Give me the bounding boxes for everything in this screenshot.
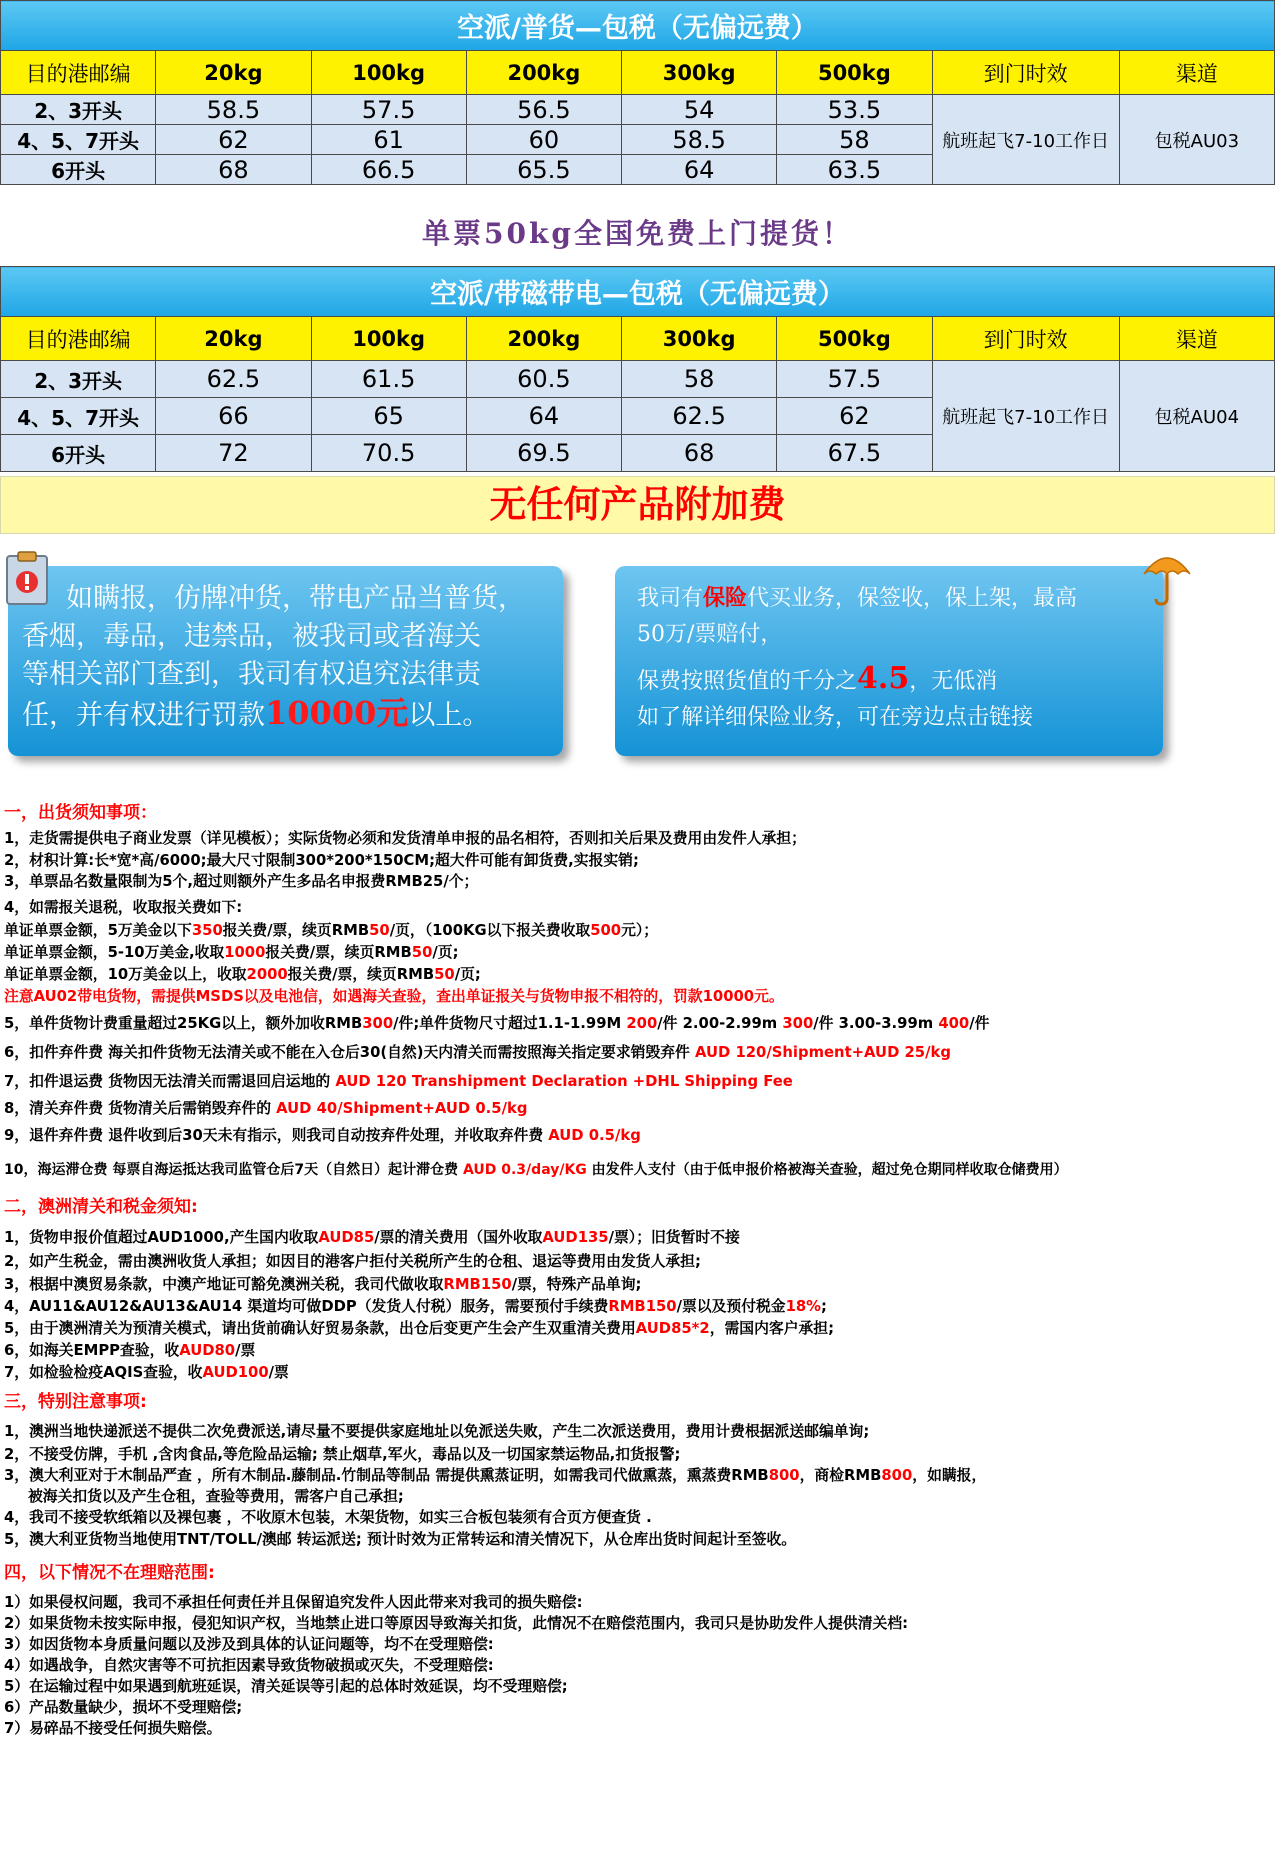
note-line: 1）如果侵权问题，我司不承担任何责任并且保留追究发件人因此带来对我司的损失赔偿: xyxy=(4,1594,583,1611)
price-cell: 58 xyxy=(622,361,777,398)
note-line: 5，单件货物计费重量超过25KG以上，额外加收RMB300/件;单件货物尺寸超过1.1-1.99M 200/件 2.00-2.99m 300/件 3.00-3.99m 400/件 xyxy=(4,1015,990,1032)
header-cell: 100kg xyxy=(311,51,466,95)
price-cell: 64 xyxy=(466,398,621,435)
channel-cell: 包税AU03 xyxy=(1119,95,1274,185)
channel-cell: 包税AU04 xyxy=(1119,361,1274,472)
row-label: 6开头 xyxy=(1,155,156,185)
note-line: 8，清关弃件费 货物清关后需销毁弃件的 AUD 40/Shipment+AUD 0.5/kg xyxy=(4,1100,528,1117)
table-row xyxy=(1,361,1275,398)
price-cell: 54 xyxy=(622,95,777,125)
price-cell: 65 xyxy=(311,398,466,435)
price-cell: 60 xyxy=(466,125,621,155)
transit-cell: 航班起飞7-10工作日 xyxy=(932,95,1119,185)
section-title: 一，出货须知事项： xyxy=(4,803,157,823)
notes-section xyxy=(4,798,1270,1739)
fine-amount: 10000元 xyxy=(265,694,409,732)
header-cell: 目的港邮编 xyxy=(1,317,156,361)
note-line: 5）在运输过程中如果遇到航班延误，清关延误等引起的总体时效延误，均不受理赔偿; xyxy=(4,1678,568,1695)
header-cell: 200kg xyxy=(466,317,621,361)
note-line: 3，根据中澳贸易条款，中澳产地证可豁免澳洲关税，我司代做收取RMB150/票，特殊产品单询; xyxy=(4,1276,642,1293)
insurance-line: 我司有保险代买业务，保签收，保上架，最高 xyxy=(637,585,1078,611)
note-line: 2）如果货物未按实际申报，侵犯知识产权，当地禁止进口等原因导致海关扣货，此情况不在赔偿范围内，我司只是协助发件人提供清关档: xyxy=(4,1615,909,1632)
note-line: 9，退件弃件费 退件收到后30天未有指示，则我司自动按弃件处理，并收取弃件费 AUD 0.5/kg xyxy=(4,1127,641,1144)
note-line: 10，海运滞仓费 每票自海运抵达我司监管仓后7天（自然日）起计滞仓费 AUD 0.3/day/KG 由发件人支付（由于低申报价格被海关查验，超过免仓期同样收取仓储费用） xyxy=(4,1162,1068,1178)
free-pickup-slogan: 单票50kg全国免费上门提货！ xyxy=(422,217,853,250)
insurance-line: 保费按照货值的千分之4.5，无低消 xyxy=(637,661,998,696)
note-line: 6）产品数量缺少，损坏不受理赔偿; xyxy=(4,1699,243,1716)
transit-cell: 航班起飞7-10工作日 xyxy=(932,361,1119,472)
note-line: 7）易碎品不接受任何损失赔偿。 xyxy=(4,1720,222,1737)
note-line: 2，如产生税金，需由澳洲收货人承担；如因目的港客户拒付关税所产生的仓租、退运等费用由发货人承担; xyxy=(4,1253,701,1270)
premium-rate: 4.5 xyxy=(857,661,910,696)
table-title: 空派/普货—包税（无偏远费） xyxy=(1,1,1275,51)
price-cell: 61.5 xyxy=(311,361,466,398)
note-line: 1，走货需提供电子商业发票（详见模板）；实际货物必须和发货清单申报的品名相符，否则扣关后果及费用由发件人承担； xyxy=(4,830,806,847)
table-title: 空派/带磁带电—包税（无偏远费） xyxy=(1,267,1275,317)
section-title: 四，以下情况不在理赔范围: xyxy=(4,1563,215,1583)
note-line: 被海关扣货以及产生仓租，查验等费用，需客户自己承担; xyxy=(28,1488,404,1505)
note-line: 单证单票金额，10万美金以上，收取2000报关费/票，续页RMB50/页; xyxy=(4,966,481,983)
header-cell: 100kg xyxy=(311,317,466,361)
warning-line: 等相关部门查到，我司有权追究法律责 xyxy=(22,659,481,690)
header-cell: 20kg xyxy=(156,51,311,95)
note-line: 4，如需报关退税，收取报关费如下: xyxy=(4,899,243,916)
price-cell: 61 xyxy=(311,125,466,155)
note-line: 4，我司不接受软纸箱以及裸包裹 ，不收原木包装，木架货物，如实三合板包装须有合页方便查货 . xyxy=(4,1509,652,1526)
price-cell: 57.5 xyxy=(777,361,932,398)
price-cell: 72 xyxy=(156,435,311,472)
note-line: 2，材积计算:长*宽*高/6000;最大尺寸限制300*200*150CM;超大件可能有卸货费,实报实销; xyxy=(4,852,639,869)
note-line: 3，单票品名数量限制为5个,超过则额外产生多品名申报费RMB25/个； xyxy=(4,873,479,890)
warning-line: 如瞒报，仿牌冲货，带电产品当普货， xyxy=(66,583,525,614)
insurance-keyword: 保险 xyxy=(703,585,748,611)
insurance-link-line[interactable]: 如了解详细保险业务，可在旁边点击链接 xyxy=(637,705,1034,730)
price-cell: 53.5 xyxy=(777,95,932,125)
note-line: 注意AU02带电货物，需提供MSDS以及电池信，如遇海关查验，查出单证报关与货物申报不相符的，罚款10000元。 xyxy=(4,988,784,1005)
price-cell: 58 xyxy=(777,125,932,155)
header-cell: 300kg xyxy=(622,317,777,361)
price-cell: 58.5 xyxy=(156,95,311,125)
legal-warning-box xyxy=(8,566,563,756)
note-line: 4，AU11&AU12&AU13&AU14 渠道均可做DDP（发货人付税）服务，需要预付手续费RMB150/票以及预付税金18%; xyxy=(4,1298,827,1315)
price-cell: 67.5 xyxy=(777,435,932,472)
note-line: 单证单票金额，5万美金以下350报关费/票，续页RMB50/页，（100KG以下报关费收取500元）； xyxy=(4,922,659,939)
row-label: 4、5、7开头 xyxy=(1,398,156,435)
note-line: 3，澳大利亚对于木制品严查 ，所有木制品.藤制品.竹制品等制品 需提供熏蒸证明，如需我司代做熏蒸，熏蒸费RMB800，商检RMB800，如瞒报， xyxy=(4,1467,987,1484)
insurance-box xyxy=(615,566,1163,756)
warning-line: 任，并有权进行罚款10000元以上。 xyxy=(22,694,490,732)
row-label: 4、5、7开头 xyxy=(1,125,156,155)
row-label: 2、3开头 xyxy=(1,95,156,125)
clipboard-icon xyxy=(4,550,50,606)
header-cell: 500kg xyxy=(777,317,932,361)
price-cell: 57.5 xyxy=(311,95,466,125)
header-cell: 渠道 xyxy=(1119,51,1274,95)
warning-line: 香烟，毒品，违禁品，被我司或者海关 xyxy=(22,621,481,652)
note-line: 4）如遇战争，自然灾害等不可抗拒因素导致货物破损或灭失，不受理赔偿: xyxy=(4,1657,494,1674)
note-line: 7，扣件退运费 货物因无法清关而需退回启运地的 AUD 120 Transhipment Declaration +DHL Shipping Fee xyxy=(4,1073,793,1090)
note-line: 1，澳洲当地快递派送不提供二次免费派送,请尽量不要提供家庭地址以免派送失败，产生二次派送费用，费用计费根据派送邮编单询; xyxy=(4,1423,870,1440)
price-cell: 65.5 xyxy=(466,155,621,185)
price-cell: 62 xyxy=(156,125,311,155)
no-surcharge-banner: 无任何产品附加费 xyxy=(0,476,1275,534)
note-line: 单证单票金额，5-10万美金,收取1000报关费/票，续页RMB50/页; xyxy=(4,944,459,961)
price-cell: 66.5 xyxy=(311,155,466,185)
header-cell: 500kg xyxy=(777,51,932,95)
table-row xyxy=(1,95,1275,125)
header-cell: 目的港邮编 xyxy=(1,51,156,95)
price-cell: 66 xyxy=(156,398,311,435)
note-line: 2，不接受仿牌，手机 ,含肉食品,等危险品运输; 禁止烟草,军火，毒品以及一切国家禁运物品,扣货报警; xyxy=(4,1446,681,1463)
price-cell: 68 xyxy=(622,435,777,472)
price-cell: 69.5 xyxy=(466,435,621,472)
umbrella-icon xyxy=(1140,548,1194,608)
price-cell: 63.5 xyxy=(777,155,932,185)
header-cell: 300kg xyxy=(622,51,777,95)
note-line: 7，如检验检疫AQIS查验，收AUD100/票 xyxy=(4,1364,289,1381)
price-cell: 68 xyxy=(156,155,311,185)
header-cell: 20kg xyxy=(156,317,311,361)
note-line: 5，由于澳洲清关为预清关模式，请出货前确认好贸易条款，出仓后变更产生会产生双重清关费用AUD85*2，需国内客户承担; xyxy=(4,1320,834,1337)
price-cell: 56.5 xyxy=(466,95,621,125)
note-line: 3）如因货物本身质量问题以及涉及到具体的认证问题等，均不在受理赔偿: xyxy=(4,1636,494,1653)
header-cell: 渠道 xyxy=(1119,317,1274,361)
price-cell: 70.5 xyxy=(311,435,466,472)
note-line: 6，如海关EMPP查验，收AUD80/票 xyxy=(4,1342,256,1359)
header-cell: 到门时效 xyxy=(932,317,1119,361)
header-cell: 到门时效 xyxy=(932,51,1119,95)
row-label: 6开头 xyxy=(1,435,156,472)
note-line: 5，澳大利亚货物当地使用TNT/TOLL/澳邮 转运派送; 预计时效为正常转运和清关情况下，从仓库出货时间起计至签收。 xyxy=(4,1531,797,1548)
price-table-general xyxy=(0,0,1275,185)
note-line: 1，货物申报价值超过AUD1000,产生国内收取AUD85/票的清关费用（国外收取AUD135/票）；旧货暂时不接 xyxy=(4,1229,740,1246)
header-cell: 200kg xyxy=(466,51,621,95)
row-label: 2、3开头 xyxy=(1,361,156,398)
price-cell: 58.5 xyxy=(622,125,777,155)
price-cell: 64 xyxy=(622,155,777,185)
price-cell: 62.5 xyxy=(156,361,311,398)
section-title: 二，澳洲清关和税金须知: xyxy=(4,1197,198,1217)
insurance-line: 50万/票赔付， xyxy=(637,622,783,647)
section-title: 三，特别注意事项: xyxy=(4,1392,147,1412)
price-table-battery xyxy=(0,266,1275,472)
price-cell: 62 xyxy=(777,398,932,435)
price-cell: 60.5 xyxy=(466,361,621,398)
note-line: 6，扣件弃件费 海关扣件货物无法清关或不能在入仓后30(自然)天内清关而需按照海关指定要求销毁弃件 AUD 120/Shipment+AUD 25/kg xyxy=(4,1044,951,1061)
price-cell: 62.5 xyxy=(622,398,777,435)
